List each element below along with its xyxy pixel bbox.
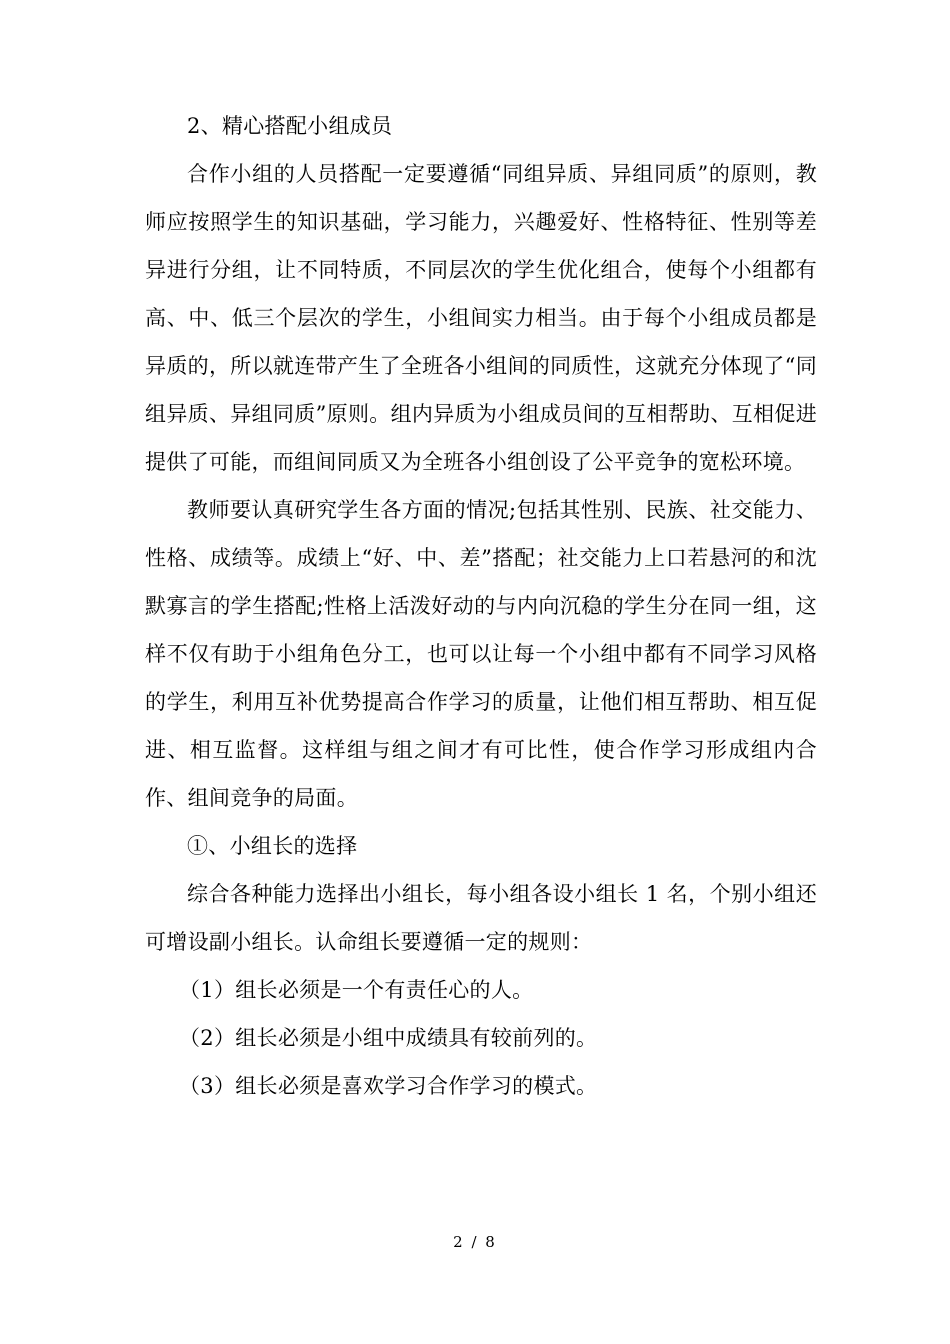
rule-item-2: （2）组长必须是小组中成绩具有较前列的。 — [179, 1026, 598, 1050]
paragraph-grouping-principle: 合作小组的人员搭配一定要遵循“同组异质、异组同质”的原则，教师应按照学生的知识基础，学习能力，兴趣爱好、性格特征、性别等差异进行分组，让不同特质，不同层次的学生优化组合，使每个小组都有高、中、低三个层次的学生，小组间实力相当。由于每个小组成员都是异质的，所以就连带产生了全班各小组间的同质性，这就充分体现了“同组异质、异组同质”原则。组内异质为小组成员间的互相帮助、互相促进提供了可能，而组间同质又为全班各小组创设了公平竞争的宽松环境。 — [145, 162, 817, 474]
rule-item-3: （3）组长必须是喜欢学习合作学习的模式。 — [179, 1074, 598, 1098]
paragraph-teacher-research: 教师要认真研究学生各方面的情况;包括其性别、民族、社交能力、性格、成绩等。成绩上“好、中、差”搭配；社交能力上口若悬河的和沈默寡言的学生搭配;性格上活泼好动的与内向沉稳的学生分在同一组，这样不仅有助于小组角色分工，也可以让每一个小组中都有不同学习风格的学生，利用互补优势提高合作学习的质量，让他们相互帮助、相互促进、相互监督。这样组与组之间才有可比性，使合作学习形成组内合作、组间竞争的局面。 — [145, 498, 817, 810]
rule-item-1: （1）组长必须是一个有责任心的人。 — [179, 978, 534, 1002]
subsection-heading: ①、小组长的选择 — [187, 834, 358, 858]
page-number: 2 / 8 — [453, 1233, 497, 1251]
document-body — [145, 102, 817, 1110]
section-heading: 2、精心搭配小组成员 — [187, 114, 393, 138]
paragraph-leader-selection: 综合各种能力选择出小组长，每小组各设小组长 1 名，个别小组还可增设副小组长。认命组长要遵循一定的规则： — [145, 882, 817, 954]
